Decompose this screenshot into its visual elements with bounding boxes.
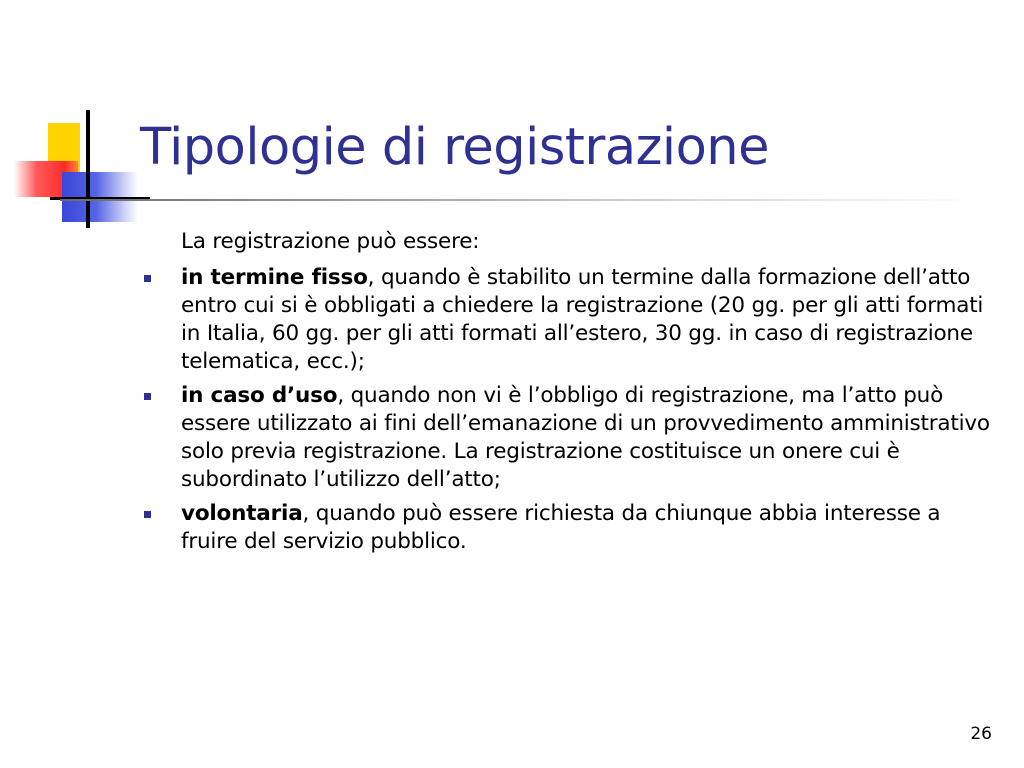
square-bullet-icon (144, 275, 151, 282)
bullet-term: in termine fisso (181, 265, 368, 290)
logo-vertical-line (86, 110, 90, 228)
title-underline (60, 199, 980, 201)
intro-text: La registrazione può essere: (181, 229, 480, 254)
square-bullet-icon (144, 511, 151, 518)
list-item (181, 500, 991, 556)
bullet-term: volontaria (181, 501, 303, 526)
slide-body (181, 228, 991, 562)
bullet-text: , quando è stabilito un termine dalla formazione dell’atto entro cui si è obbligati a chiedere la registrazione (20 gg. per gli atti formati in Italia, 60 gg. per gli atti formati all’estero, 30 gg. in caso di registrazione telematica, ecc.); (181, 265, 984, 374)
bullet-text: , quando può essere richiesta da chiunque abbia interesse a fruire del servizio pubblico. (181, 501, 941, 554)
slide-title: Tipologie di registrazione (140, 118, 769, 177)
bullet-term: in caso d’uso (181, 383, 338, 408)
colored-squares-logo-icon (0, 0, 160, 240)
square-bullet-icon (144, 393, 151, 400)
page-number: 26 (970, 724, 992, 744)
list-item (181, 264, 991, 376)
bullet-list (181, 264, 991, 556)
bullet-text: , quando non vi è l’obbligo di registrazione, ma l’atto può essere utilizzato ai fini dell’emanazione di un provvedimento amministrativo solo previa registrazione. La registrazione costituisce un onere cui è subordinato l’utilizzo dell’atto; (181, 383, 990, 492)
list-item (181, 382, 991, 494)
